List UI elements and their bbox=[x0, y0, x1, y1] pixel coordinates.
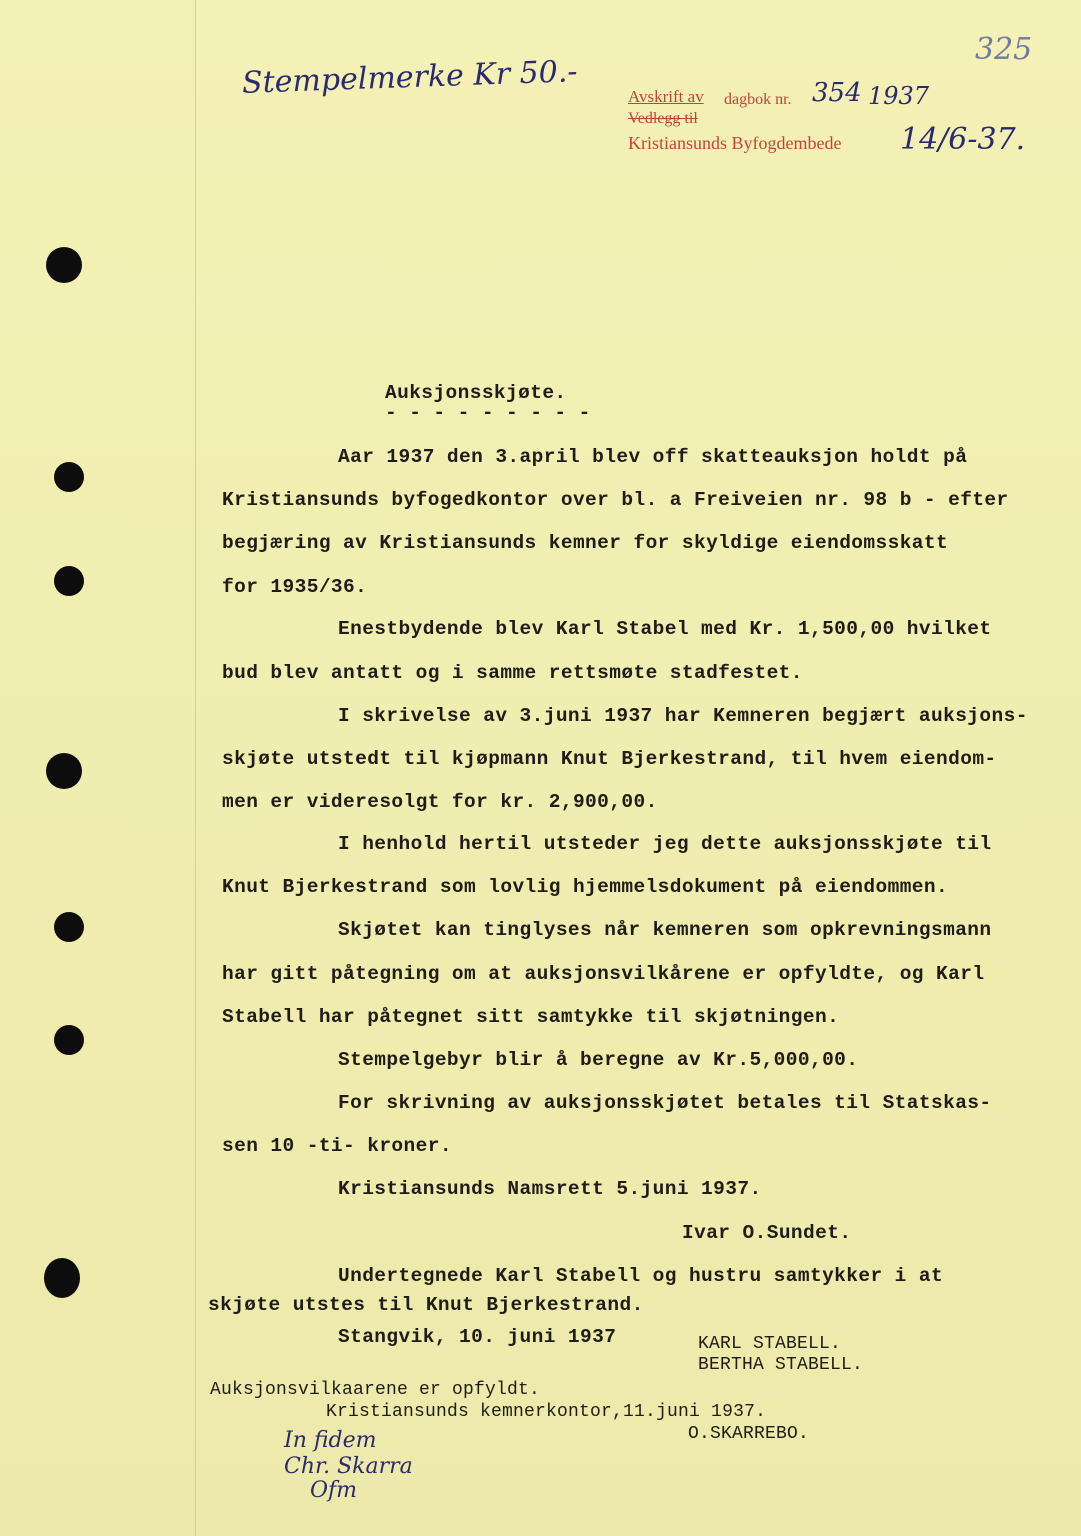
text-line: bud blev antatt og i samme rettsmøte stadfestet. bbox=[222, 662, 803, 684]
court-place-date: Kristiansunds Namsrett 5.juni 1937. bbox=[338, 1178, 762, 1200]
stamp-fee-note: Stempelmerke Kr 50.- bbox=[241, 54, 579, 101]
text-line: Stempelgebyr blir å beregne av Kr.5,000,00. bbox=[338, 1049, 859, 1071]
office-stamp: Kristiansunds Byfogdembede bbox=[628, 133, 842, 153]
text-line: Aar 1937 den 3.april blev off skatteauksjon holdt på bbox=[338, 446, 968, 468]
signature-title: Ofm bbox=[310, 1478, 358, 1503]
text-line: I henhold hertil utsteder jeg dette auksjonsskjøte til bbox=[338, 833, 992, 855]
binder-hole bbox=[54, 462, 84, 492]
binder-hole bbox=[44, 1258, 80, 1298]
text-line: Skjøtet kan tinglyses når kemneren som opkrevningsmann bbox=[338, 919, 992, 941]
signer-name: BERTHA STABELL. bbox=[698, 1355, 864, 1375]
consent-place-date: Stangvik, 10. juni 1937 bbox=[338, 1326, 617, 1348]
dagbok-number: 354 bbox=[812, 78, 862, 108]
document-title: Auksjonsskjøte. bbox=[385, 382, 567, 404]
conditions-signer: O.SKARREBO. bbox=[688, 1424, 810, 1444]
dagbok-label: dagbok nr. bbox=[724, 91, 792, 108]
avskrift-label: Avskrift av bbox=[628, 87, 704, 106]
consent-line: skjøte utstes til Knut Bjerkestrand. bbox=[208, 1294, 644, 1316]
binder-hole bbox=[54, 1025, 84, 1055]
text-line: I skrivelse av 3.juni 1937 har Kemneren begjært auksjons- bbox=[338, 705, 1028, 727]
text-line: For skrivning av auksjonsskjøtet betales til Statskas- bbox=[338, 1092, 992, 1114]
conditions-place-date: Kristiansunds kemnerkontor,11.juni 1937. bbox=[326, 1402, 767, 1422]
text-line: skjøte utstedt til kjøpmann Knut Bjerkestrand, til hvem eiendom- bbox=[222, 748, 997, 770]
text-line: men er videresolgt for kr. 2,900,00. bbox=[222, 791, 658, 813]
binder-hole bbox=[46, 753, 82, 789]
registration-date: 14/6-37. bbox=[900, 122, 1026, 157]
conditions-note: Auksjonsvilkaarene er opfyldt. bbox=[210, 1380, 541, 1400]
text-line: Stabell har påtegnet sitt samtykke til skjøtningen. bbox=[222, 1006, 840, 1028]
text-line: har gitt påtegning om at auksjonsvilkårene er opfyldte, og Karl bbox=[222, 963, 985, 985]
text-line: Kristiansunds byfogedkontor over bl. a Freiveien nr. 98 b - efter bbox=[222, 489, 1009, 511]
judge-name: Ivar O.Sundet. bbox=[682, 1222, 852, 1244]
margin-line bbox=[195, 0, 196, 1536]
dagbok-year: 1937 bbox=[868, 82, 930, 110]
title-underline: - - - - - - - - - bbox=[385, 402, 591, 424]
text-line: Knut Bjerkestrand som lovlig hjemmelsdokument på eiendommen. bbox=[222, 876, 949, 898]
text-line: Enestbydende blev Karl Stabel med Kr. 1,500,00 hvilket bbox=[338, 618, 992, 640]
page-number: 325 bbox=[975, 32, 1033, 67]
text-line: for 1935/36. bbox=[222, 576, 368, 598]
binder-hole bbox=[54, 566, 84, 596]
vedlegg-label: Vedlegg til bbox=[628, 110, 698, 127]
signature-name: Chr. Skarra bbox=[284, 1454, 413, 1479]
text-line: sen 10 -ti- kroner. bbox=[222, 1135, 452, 1157]
text-line: begjæring av Kristiansunds kemner for skyldige eiendomsskatt bbox=[222, 532, 949, 554]
consent-line: Undertegnede Karl Stabell og hustru samtykker i at bbox=[338, 1265, 944, 1287]
binder-hole bbox=[54, 912, 84, 942]
binder-hole bbox=[46, 247, 82, 283]
signature-in-fidem: In fidem bbox=[284, 1428, 377, 1453]
signer-name: KARL STABELL. bbox=[698, 1334, 842, 1354]
